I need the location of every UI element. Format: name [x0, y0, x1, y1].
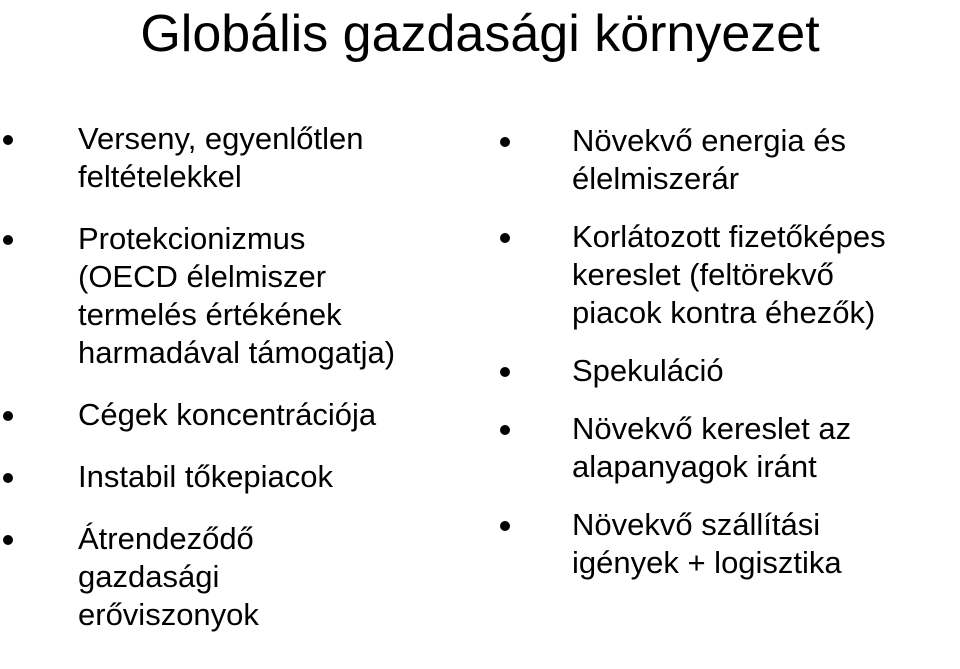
list-item	[0, 120, 495, 196]
list-item-line: alapanyagok iránt	[572, 449, 817, 484]
list-item-line: igények + logisztika	[572, 545, 842, 580]
list-item	[490, 122, 960, 198]
list-item-line: Protekcionizmus	[78, 221, 306, 256]
bullet-icon	[3, 535, 13, 545]
list-item-line: élelmiszerár	[572, 161, 740, 196]
list-item	[0, 458, 495, 496]
list-item-line: harmadával támogatja)	[78, 335, 396, 370]
list-item-line: gazdasági	[78, 559, 220, 594]
bullet-icon	[3, 135, 13, 145]
list-item-line: Átrendeződő	[78, 521, 254, 556]
list-item-line: (OECD élelmiszer	[78, 259, 327, 294]
list-item	[490, 506, 960, 582]
list-item-line: erőviszonyok	[78, 597, 259, 632]
list-item	[490, 410, 960, 486]
list-item	[0, 220, 495, 372]
bullet-icon	[500, 367, 510, 377]
list-item-line: feltételekkel	[78, 159, 242, 194]
list-item-line: Instabil tőkepiacok	[78, 459, 334, 494]
bullet-icon	[3, 235, 13, 245]
list-item-line: Cégek koncentrációja	[78, 397, 377, 432]
bullet-icon	[500, 521, 510, 531]
list-item-line: piacok kontra éhezők)	[572, 295, 876, 330]
list-item-line: kereslet (feltörekvő	[572, 257, 834, 292]
page-title: Globális gazdasági környezet	[140, 5, 820, 63]
bullet-icon	[500, 425, 510, 435]
bullet-icon	[3, 473, 13, 483]
list-item-line: Növekvő kereslet az	[572, 411, 852, 446]
list-item-line: Növekvő szállítási	[572, 507, 821, 542]
list-item	[0, 396, 495, 434]
left-bullet-list	[0, 120, 495, 658]
right-bullet-list	[490, 122, 960, 602]
list-item-line: Spekuláció	[572, 353, 724, 388]
list-item-line: Korlátozott fizetőképes	[572, 219, 886, 254]
list-item-line: Növekvő energia és	[572, 123, 846, 158]
list-item	[490, 352, 960, 390]
bullet-icon	[500, 233, 510, 243]
list-item-line: termelés értékének	[78, 297, 342, 332]
bullet-icon	[500, 137, 510, 147]
list-item	[490, 218, 960, 332]
list-item	[0, 520, 495, 634]
bullet-icon	[3, 411, 13, 421]
list-item-line: Verseny, egyenlőtlen	[78, 121, 364, 156]
